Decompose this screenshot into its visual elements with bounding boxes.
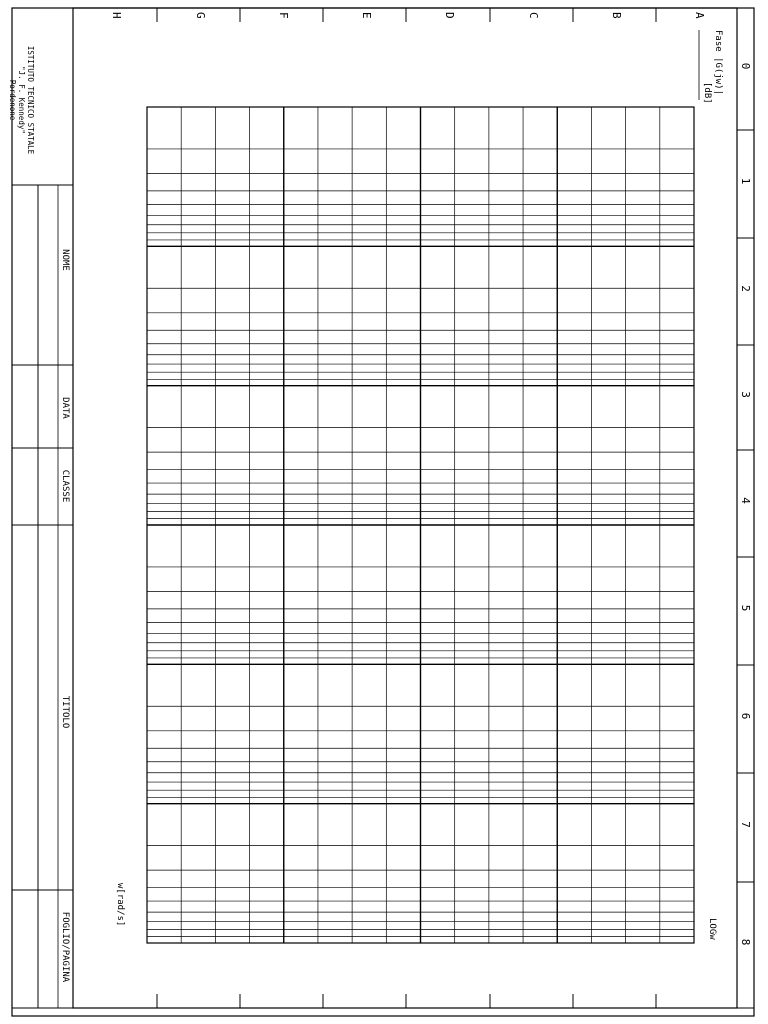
school-name-line3: Pordenone — [8, 79, 17, 121]
column-letter: F — [277, 12, 290, 19]
row-number: 7 — [739, 821, 752, 828]
semilog-grid — [147, 107, 694, 943]
column-letter: A — [693, 12, 706, 19]
outer-frame — [12, 8, 754, 1016]
column-letter: G — [194, 12, 207, 19]
column-letters — [110, 12, 706, 19]
title-label: TITOLO — [60, 695, 70, 729]
school-name-line2: "J. F. Kennedy" — [17, 66, 26, 134]
row-number: 8 — [739, 938, 752, 946]
y-axis-unit: [dB] — [702, 82, 712, 104]
name-label: NOME — [60, 249, 70, 271]
inner-frame — [73, 8, 737, 1008]
row-number: 3 — [739, 391, 752, 398]
column-letter: E — [360, 12, 373, 19]
y-axis-label: Fase |G(jw)| — [713, 30, 723, 96]
row-number: 2 — [739, 285, 752, 292]
row-number: 1 — [739, 177, 752, 185]
row-number: 5 — [739, 604, 752, 612]
row-number: 6 — [739, 712, 752, 720]
log-axis-label: LOGw — [707, 918, 717, 940]
row-number: 0 — [739, 62, 752, 70]
date-label: DATA — [60, 397, 70, 419]
x-axis-label: w[rad/s] — [115, 883, 125, 927]
row-numbers — [739, 63, 752, 946]
right-row-ticks — [737, 130, 754, 882]
column-letter: H — [110, 12, 123, 19]
column-letter: C — [527, 12, 540, 19]
school-name-line1: ISTITUTO TECNICO STATALE — [26, 45, 35, 155]
bottom-column-ticks — [157, 994, 656, 1008]
top-column-ticks — [157, 8, 656, 22]
column-letter: D — [443, 12, 456, 19]
sheet-page-label: FOGLIO/PAGINA — [60, 911, 70, 983]
title-block — [8, 46, 73, 1008]
row-number: 4 — [739, 497, 752, 504]
class-label: CLASSE — [60, 469, 70, 503]
column-letter: B — [610, 12, 623, 19]
